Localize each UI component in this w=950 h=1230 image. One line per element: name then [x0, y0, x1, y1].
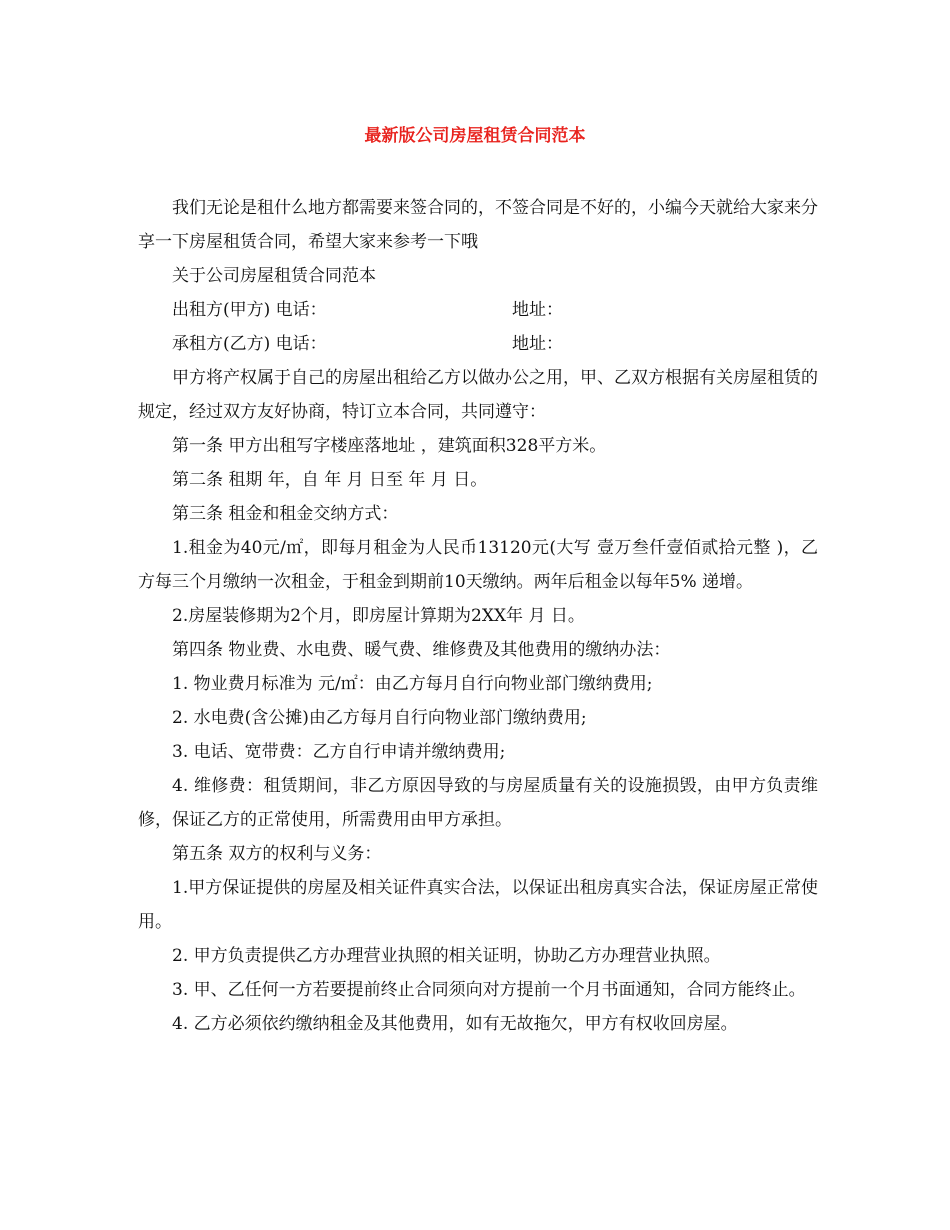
article-5-item: 3. 甲、乙任何一方若要提前终止合同须向对方提前一个月书面通知，合同方能终止。 [172, 980, 806, 1000]
article-5-item: 1.甲方保证提供的房屋及相关证件真实合法，以保证出租房真实合法，保证房屋正常使用。 [138, 878, 818, 932]
article-5-heading: 第五条 双方的权利与义务： [172, 844, 382, 864]
document-title: 最新版公司房屋租赁合同范本 [364, 126, 586, 146]
article-3-item: 1.租金为40元/㎡，即每月租金为人民币13120元(大写 壹万叁仟壹佰贰拾元整 )，乙方每三个月缴纳一次租金，于租金到期前10天缴纳。两年后租金以每年5% 递增。 [138, 538, 818, 592]
article-4-item: 3. 电话、宽带费：乙方自行申请并缴纳费用; [172, 742, 506, 762]
lessor-label: 出租方(甲方) 电话： [172, 300, 327, 320]
document-body [138, 191, 818, 1041]
article-4-heading: 第四条 物业费、水电费、暖气费、维修费及其他费用的缴纳办法： [172, 640, 671, 660]
article-4-item: 4. 维修费：租赁期间，非乙方原因导致的与房屋质量有关的设施损毁，由甲方负责维修，保证乙方的正常使用，所需费用由甲方承担。 [138, 776, 818, 830]
contract-subtitle: 关于公司房屋租赁合同范本 [172, 266, 376, 286]
article-5-item: 2. 甲方负责提供乙方办理营业执照的相关证明，协助乙方办理营业执照。 [172, 946, 721, 966]
intro-paragraph: 我们无论是租什么地方都需要来签合同的，不签合同是不好的，小编今天就给大家来分享一下房屋租赁合同，希望大家来参考一下哦 [138, 198, 818, 252]
lessee-line [138, 327, 818, 361]
article-4-item: 2. 水电费(含公摊)由乙方每月自行向物业部门缴纳费用; [172, 708, 587, 728]
lessee-address-label: 地址： [512, 334, 563, 354]
article-3-item: 2.房屋装修期为2个月，即房屋计算期为2XX年 月 日。 [172, 606, 585, 626]
lessor-line [138, 293, 818, 327]
article-1: 第一条 甲方出租写字楼座落地址 ，建筑面积328平方米。 [172, 436, 607, 456]
article-5-item: 4. 乙方必须依约缴纳租金及其他费用，如有无故拖欠，甲方有权收回房屋。 [172, 1014, 738, 1034]
preamble-paragraph: 甲方将产权属于自己的房屋出租给乙方以做办公之用，甲、乙双方根据有关房屋租赁的规定，经过双方友好协商，特订立本合同，共同遵守： [138, 368, 818, 422]
article-4-item: 1. 物业费月标准为 元/㎡：由乙方每月自行向物业部门缴纳费用; [172, 674, 653, 694]
article-2: 第二条 租期 年，自 年 月 日至 年 月 日。 [172, 470, 488, 490]
lessee-label: 承租方(乙方) 电话： [172, 334, 327, 354]
lessor-address-label: 地址： [512, 300, 563, 320]
article-3-heading: 第三条 租金和租金交纳方式： [172, 504, 399, 524]
